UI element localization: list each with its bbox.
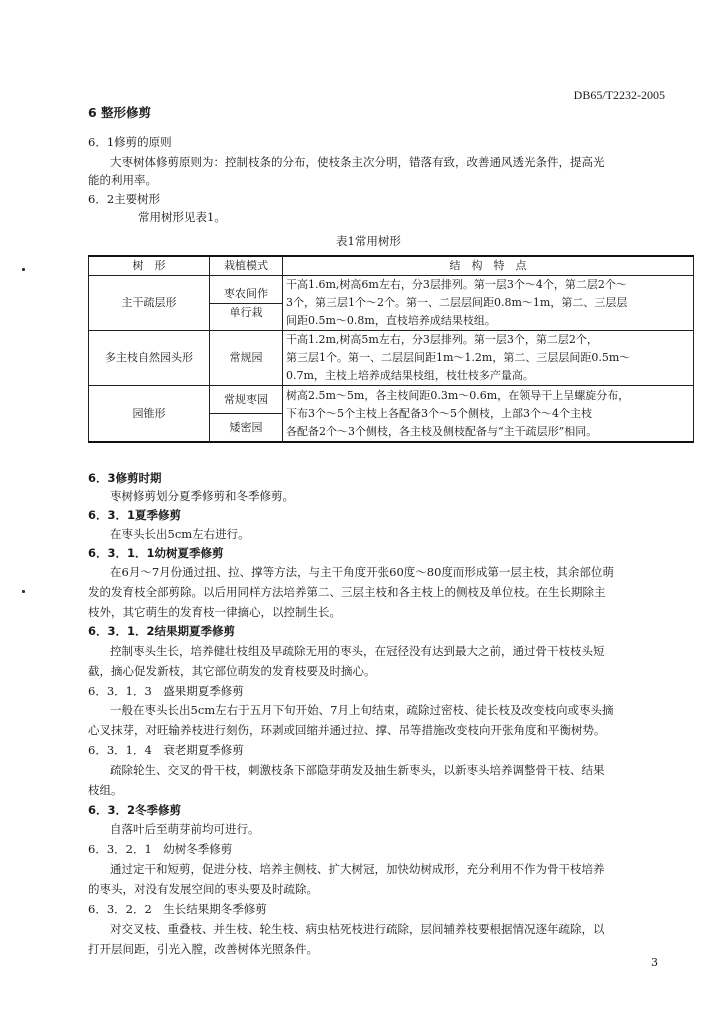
structure-line: 干高1.2m,树高5m左右，分3层排列。第一层3个，第二层2个， — [286, 333, 598, 346]
planting-mode-cell — [210, 276, 283, 331]
planting-mode-cell — [210, 386, 283, 443]
heading-6-1: 6．1修剪的原则 — [88, 135, 172, 149]
paragraph-line: 截，摘心促发新枝，其它部位萌发的发育枝要及时摘心。 — [88, 664, 376, 678]
section-title: 6 整形修剪 — [88, 105, 152, 120]
heading-6-3-2-2: 6．3．2．2 生长结果期冬季修剪 — [88, 902, 267, 916]
tree-shape-cell: 多主枝自然园头形 — [89, 331, 210, 386]
standard-number: DB65/T2232-2005 — [573, 88, 665, 102]
heading-6-3-2: 6．3．2冬季修剪 — [88, 803, 182, 817]
table-caption: 表1常用树形 — [336, 234, 401, 248]
structure-line: 间距0.5m～0.8m，直枝培养成结果枝组。 — [286, 314, 496, 327]
paragraph-line: 通过定干和短剪，促进分枝、培养主侧枝、扩大树冠，加快幼树成形，充分利用不作为骨干枝培养 — [110, 862, 605, 876]
paragraph-line: 能的利用率。 — [88, 173, 157, 187]
heading-6-3-1-2: 6．3．1．2结果期夏季修剪 — [88, 624, 236, 638]
paragraph-line: 打开层间距，引光入膛，改善树体光照条件。 — [88, 942, 318, 956]
paragraph-line: 发的发育枝全部剪除。以后用同样方法培养第二、三层主枝和各主枝上的侧枝及单位枝。在生长期除主 — [88, 585, 606, 599]
structure-cell — [283, 386, 694, 443]
structure-line: 树高2.5m～5m，各主枝间距0.3m～0.6m，在领导干上呈螺旋分布， — [286, 388, 630, 402]
page-number: 3 — [651, 956, 658, 969]
table-row — [89, 386, 694, 443]
scan-mark — [22, 268, 25, 271]
structure-cell — [283, 276, 694, 331]
structure-line: 0.7m，主枝上培养成结果枝组，枝壮枝多产量高。 — [286, 369, 534, 382]
structure-line: 第三层1个。第一、二层层间距1m～1.2m，第二、三层层间距0.5m～ — [286, 351, 631, 364]
table-header-cell: 栽植模式 — [210, 256, 283, 276]
structure-cell — [283, 331, 694, 386]
structure-line: 干高1.6m,树高6m左右，分3层排列。第一层3个～4个，第二层2个～ — [286, 278, 627, 291]
table-header-cell: 结 构 特 点 — [283, 256, 694, 276]
paragraph-line: 疏除轮生、交叉的骨干枝，刺激枝条下部隐芽萌发及抽生新枣头，以新枣头培养调整骨干枝、结果 — [110, 763, 605, 777]
heading-6-3: 6．3修剪时期 — [88, 471, 162, 485]
heading-6-3-1-1: 6．3．1．1幼树夏季修剪 — [88, 546, 224, 560]
planting-mode: 枣农间作 — [210, 285, 282, 304]
table-row — [89, 276, 694, 331]
heading-6-3-1-3: 6．3．1．3 盛果期夏季修剪 — [88, 684, 244, 698]
paragraph-line: 一般在枣头长出5cm左右于五月下旬开始、7月上旬结束，疏除过密枝、徒长枝及改变枝向或枣头摘 — [110, 703, 614, 717]
table-header-cell: 树 形 — [89, 256, 210, 276]
planting-mode: 矮密园 — [229, 421, 263, 434]
tree-shape-cell: 园锥形 — [89, 386, 210, 443]
planting-mode: 常规枣园 — [210, 386, 282, 414]
paragraph-line: 的枣头，对没有发展空间的枣头要及时疏除。 — [88, 882, 318, 896]
heading-6-3-2-1: 6．3．2．1 幼树冬季修剪 — [88, 842, 233, 856]
table-header-row — [89, 256, 694, 276]
paragraph-line: 大枣树体修剪原则为：控制枝条的分布，使枝条主次分明，错落有致，改善通风透光条件，提高光 — [110, 155, 605, 169]
heading-6-3-1: 6．3．1夏季修剪 — [88, 508, 182, 522]
planting-mode-cell — [210, 331, 283, 386]
planting-mode: 常规园 — [229, 351, 263, 364]
structure-line: 各配备2个～3个侧枝，各主枝及侧枝配备与“主干疏层形”相同。 — [286, 424, 598, 438]
table-row — [89, 331, 694, 386]
paragraph-line: 对交叉枝、重叠枝、并生枝、轮生枝、病虫枯死枝进行疏除，层间辅养枝要根据情况逐年疏除，以 — [110, 922, 605, 936]
paragraph-line: 枣树修剪划分夏季修剪和冬季修剪。 — [110, 489, 294, 503]
paragraph-line: 控制枣头生长，培养健壮枝组及早疏除无用的枣头，在冠径没有达到最大之前，通过骨干枝枝头短 — [110, 644, 605, 658]
structure-line: 下布3个～5个主枝上各配备3个～5个侧枝，上部3个～4个主枝 — [286, 406, 592, 420]
paragraph-line: 在枣头长出5cm左右进行。 — [110, 527, 250, 541]
paragraph-line: 心叉抹芽，对旺输养枝进行刻伤，环剥或回缩并通过拉、撑、吊等措施改变枝向开张角度和平衡树势。 — [88, 723, 606, 737]
paragraph-line: 在6月～7月份通过扭、拉、撑等方法，与主干角度开张60度～80度而形成第一层主枝，其余部位萌 — [110, 565, 614, 579]
paragraph-line: 自落叶后至萌芽前均可进行。 — [110, 822, 260, 836]
heading-6-3-1-4: 6．3．1．4 衰老期夏季修剪 — [88, 743, 244, 757]
heading-6-2: 6．2主要树形 — [88, 192, 161, 206]
scan-mark — [22, 590, 25, 593]
paragraph-line: 枝外，其它萌生的发育枝一律摘心，以控制生长。 — [88, 605, 341, 619]
tree-shape-cell: 主干疏层形 — [89, 276, 210, 331]
tree-shape-table — [88, 255, 694, 443]
paragraph-line: 常用树形见表1。 — [138, 210, 226, 224]
paragraph-line: 枝组。 — [88, 783, 123, 797]
planting-mode: 单行栽 — [229, 305, 263, 319]
structure-line: 3个，第三层1个～2个。第一、二层层间距0.8m～1m，第二、三层层 — [286, 296, 628, 309]
